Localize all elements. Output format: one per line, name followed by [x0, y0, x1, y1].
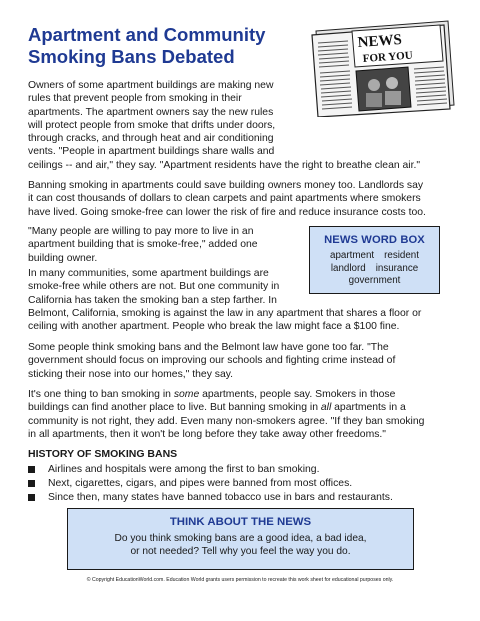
p3-line: "Many people are willing to pay more to live in an	[28, 226, 254, 237]
title-line-2: Smoking Bans Debated	[28, 46, 235, 67]
p4-line: smoke-free while others are not. But one community in	[28, 281, 280, 293]
list-item	[28, 463, 393, 477]
word-box-title: NEWS WORD BOX	[324, 234, 425, 246]
p4-line: California has taken the smoking ban a step farther. In	[28, 294, 277, 306]
title-line-1: Apartment and Community	[28, 24, 266, 45]
list-item	[28, 477, 393, 491]
p6-line: community is not right, they add. Even many non-smokers agree. "If they ban smoking	[28, 415, 425, 427]
paragraph-1	[28, 79, 420, 172]
paragraph-6	[28, 388, 424, 441]
p6-line	[28, 401, 424, 414]
paragraph-2	[28, 179, 426, 219]
news-masthead-line2: FOR YOU	[362, 49, 414, 65]
p6-emphasis: some	[173, 389, 200, 400]
list-item-text: Airlines and hospitals were among the first to ban smoking.	[48, 464, 320, 475]
think-body	[68, 532, 413, 558]
p1-line: Owners of some apartment buildings are making new	[28, 80, 274, 91]
p6-line: in all apartments, then it won't be long before they take away other freedoms."	[28, 428, 387, 440]
paragraph-3	[28, 225, 258, 265]
p6-text: apartments, people say. Smokers in those	[199, 389, 396, 400]
p6-emphasis: all	[320, 402, 332, 414]
think-body-line: Do you think smoking bans are a good idea, a bad idea,	[114, 533, 367, 544]
history-list	[28, 463, 393, 505]
p4-line: ceiling with another apartment. People who break the law might face a $100 fine.	[28, 321, 400, 333]
p1-line: rules that prevent people from smoking in their	[28, 93, 242, 105]
news-masthead-line1: NEWS	[357, 31, 403, 51]
word-box-word: insurance	[375, 262, 419, 274]
p6-text: apartments in a	[331, 402, 406, 414]
p5-line: sticking their nose into our homes," they say.	[28, 368, 234, 380]
p3-line: building owner.	[28, 252, 98, 264]
p4-line: In many communities, some apartment buildings are	[28, 268, 269, 279]
history-heading: HISTORY OF SMOKING BANS	[28, 448, 178, 460]
list-item	[28, 491, 393, 505]
copyright-notice: © Copyright EducationWorld.com. Education World grants users permission to recreate this work sheet for educational purposes only.	[86, 577, 394, 583]
p1-line: vents. "People in apartment buildings share walls and	[28, 146, 275, 158]
p1-line: will protect people from smoke that drifts under doors,	[28, 119, 276, 131]
word-box-word: landlord	[330, 262, 366, 274]
p6-text: It's one thing to ban smoking in	[28, 389, 174, 400]
list-item-text: Next, cigarettes, cigars, and pipes were banned from most offices.	[48, 478, 353, 489]
p4-line: Belmont, California, smoking is against the law in any apartment that shares a floor or	[28, 307, 422, 319]
p1-line: apartments. The apartment owners say the new rules	[28, 106, 274, 118]
p1-line: ceilings -- and air," they say. "Apartment residents have the right to breathe clean air."	[28, 159, 421, 171]
word-box-word: apartment	[330, 250, 375, 261]
p2-line: it can cost thousands of dollars to clean carpets and paint apartments where smokers	[28, 193, 421, 205]
page-title	[28, 24, 308, 68]
think-title: THINK ABOUT THE NEWS	[169, 516, 312, 528]
paragraph-5	[28, 341, 395, 381]
p6-line	[28, 388, 424, 401]
p5-line: government should focus on improving our schools and fighting crime instead of	[28, 355, 396, 367]
bullet-square-icon	[28, 494, 35, 501]
p2-line: have lived. Going smoke-free can lower the risk of fire and reduce insurance costs too.	[28, 206, 426, 218]
word-box-word: resident	[384, 250, 419, 261]
p3-line: apartment building that is smoke-free," added one	[28, 239, 258, 251]
bullet-square-icon	[28, 480, 35, 487]
list-item-text: Since then, many states have banned tobacco use in bars and restaurants.	[48, 492, 393, 503]
word-box-word: government	[348, 275, 401, 286]
p5-line: Some people think smoking bans and the Belmont law have gone too far. "The	[28, 342, 389, 353]
paragraph-4	[28, 267, 421, 333]
p6-text: buildings can find another place to live. But banning smoking in	[28, 402, 321, 414]
think-body-line: or not needed? Tell why you feel the way you do.	[130, 546, 351, 557]
think-about-box	[67, 508, 414, 570]
bullet-square-icon	[28, 466, 35, 473]
p2-line: Banning smoking in apartments could save building owners money too. Landlords say	[28, 180, 424, 191]
p1-line: through cracks, and through heat and air conditioning	[28, 133, 274, 145]
